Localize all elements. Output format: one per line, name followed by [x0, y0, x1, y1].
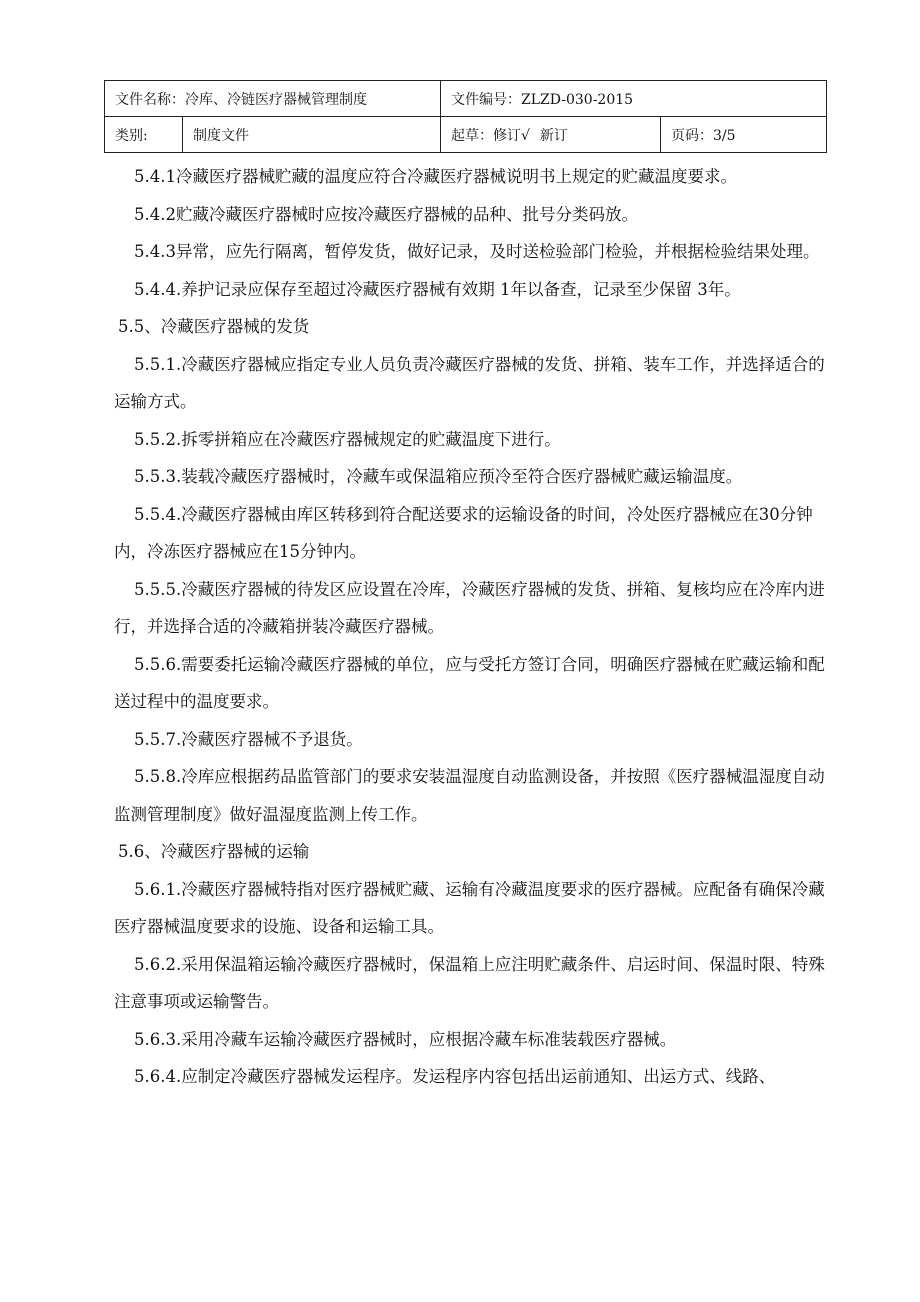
document-code-cell	[441, 81, 827, 117]
type-label: 类别:	[115, 127, 148, 144]
document-name-label: 文件名称：	[115, 91, 185, 108]
paragraph-5-5-3: 5.5.3.装载冷藏医疗器械时，冷藏车或保温箱应预冷至符合医疗器械贮藏运输温度。	[134, 467, 743, 486]
page-number-value: 3/5	[713, 127, 736, 144]
document-code-label: 文件编号：	[451, 91, 521, 108]
draft-revise-option: 修订√	[493, 127, 530, 144]
paragraph-5-5-2: 5.5.2.拆零拼箱应在冷藏医疗器械规定的贮藏温度下进行。	[134, 429, 561, 449]
type-value: 制度文件	[193, 127, 249, 144]
document-name-value: 冷库、冷链医疗器械管理制度	[185, 91, 367, 108]
paragraph-5-4-4: 5.4.4.养护记录应保存至超过冷藏医疗器械有效期 1年以备查，记录至少保留 3年。	[134, 279, 741, 299]
paragraph-5-4-3: 5.4.3异常，应先行隔离，暂停发货，做好记录，及时送检验部门检验，并根据检验结果处理。	[134, 242, 820, 261]
draft-label: 起草：	[451, 127, 493, 144]
paragraph-5-5-7: 5.5.7.冷藏医疗器械不予退货。	[134, 729, 363, 749]
page-number-label: 页码：	[671, 127, 713, 144]
section-heading-5-5: 5.5、冷藏医疗器械的发货	[118, 317, 310, 336]
paragraph-5-4-2: 5.4.2贮藏冷藏医疗器械时应按冷藏医疗器械的品种、批号分类码放。	[134, 204, 638, 224]
section-heading-5-6: 5.6、冷藏医疗器械的运输	[118, 842, 310, 861]
type-value-cell	[183, 117, 441, 153]
paragraph-5-6-4: 5.6.4.应制定冷藏医疗器械发运程序。发运程序内容包括出运前通知、出运方式、线路、	[134, 1067, 776, 1086]
document-body	[114, 158, 830, 1096]
paragraph-5-6-1: 5.6.1.冷藏医疗器械特指对医疗器械贮藏、运输有冷藏温度要求的医疗器械。应配备有确保冷藏医疗器械温度要求的设施、设备和运输工具。	[114, 879, 825, 936]
paragraph-5-5-1: 5.5.1.冷藏医疗器械应指定专业人员负责冷藏医疗器械的发货、拼箱、装车工作，并选择适合的运输方式。	[114, 354, 825, 411]
header-row-1	[105, 81, 827, 117]
paragraph-5-5-8: 5.5.8.冷库应根据药品监管部门的要求安装温湿度自动监测设备，并按照《医疗器械温湿度自动监测管理制度》做好温湿度监测上传工作。	[114, 767, 825, 824]
paragraph-5-6-2: 5.6.2.采用保温箱运输冷藏医疗器械时，保温箱上应注明贮藏条件、启运时间、保温时限、特殊注意事项或运输警告。	[114, 954, 825, 1011]
paragraph-5-5-6: 5.5.6.需要委托运输冷藏医疗器械的单位，应与受托方签订合同，明确医疗器械在贮藏运输和配送过程中的温度要求。	[114, 654, 825, 711]
header-row-2	[105, 117, 827, 153]
paragraph-5-4-1: 5.4.1冷藏医疗器械贮藏的温度应符合冷藏医疗器械说明书上规定的贮藏温度要求。	[134, 167, 737, 186]
document-name-cell	[105, 81, 441, 117]
draft-cell	[441, 117, 661, 153]
type-label-cell	[105, 117, 183, 153]
paragraph-5-5-4: 5.5.4.冷藏医疗器械由库区转移到符合配送要求的运输设备的时间，冷处医疗器械应在30分钟内，冷冻医疗器械应在15分钟内。	[114, 504, 813, 561]
paragraph-5-6-3: 5.6.3.采用冷藏车运输冷藏医疗器械时，应根据冷藏车标准装载医疗器械。	[134, 1029, 677, 1049]
document-code-value: ZLZD-030-2015	[521, 91, 634, 108]
document-header-table	[104, 80, 827, 153]
page-number-cell	[661, 117, 827, 153]
paragraph-5-5-5: 5.5.5.冷藏医疗器械的待发区应设置在冷库，冷藏医疗器械的发货、拼箱、复核均应在冷库内进行，并选择合适的冷藏箱拼装冷藏医疗器械。	[114, 579, 825, 636]
draft-new-option: 新订	[539, 127, 568, 144]
